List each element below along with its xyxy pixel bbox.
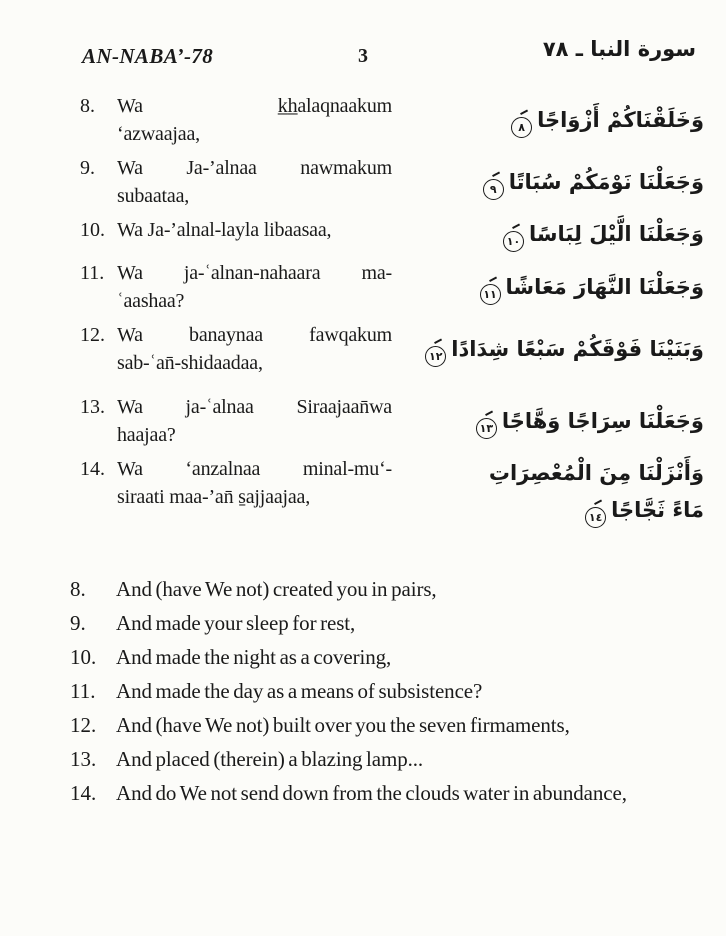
transliteration-line: haajaa? xyxy=(117,424,176,446)
ayah-number-circle: ١٣ xyxy=(476,418,497,439)
verse-transliteration xyxy=(80,92,392,148)
verse-arabic xyxy=(392,259,704,315)
verse-list xyxy=(80,92,704,535)
verse-arabic xyxy=(392,393,704,449)
verse-transliteration xyxy=(80,321,392,377)
ayah-number-circle: ١١ xyxy=(480,284,501,305)
translation-text: And do We not send down from the clouds water in abundance, xyxy=(116,781,627,805)
arabic-line xyxy=(392,164,704,201)
translation-text: And made your sleep for rest, xyxy=(116,611,356,635)
verse-row xyxy=(80,216,704,253)
arabic-text: وَجَعَلْنَا سِرَاجًا وَهَّاجًا xyxy=(501,408,704,433)
arabic-text: وَخَلَقْنَاكُمْ أَزْوَاجًا xyxy=(537,107,704,132)
transliteration-line: Wa ja-ʿalnan-nahaara ma- xyxy=(117,262,392,284)
ayah-number-circle: ٨ xyxy=(511,117,532,138)
surah-title-latin: AN-NABA’-78 xyxy=(82,44,214,68)
transliteration-lines xyxy=(117,393,392,449)
translation-number: 13. xyxy=(70,747,97,771)
verse-arabic xyxy=(392,154,704,210)
translation-row xyxy=(70,640,704,674)
transliteration-line: subaataa, xyxy=(117,185,190,207)
arabic-text: وَجَعَلْنَا النَّهَارَ مَعَاشًا xyxy=(505,274,704,299)
translation-text: And made the night as a covering, xyxy=(116,645,392,669)
arabic-text: وَبَنَيْنَا فَوْقَكُمْ سَبْعًا شِدَادًا xyxy=(451,336,704,361)
transliteration-lines xyxy=(117,321,392,377)
verse-row xyxy=(80,154,704,210)
translation-number: 10. xyxy=(70,645,97,669)
verse-number: 12. xyxy=(80,324,105,346)
translation-list xyxy=(70,572,704,810)
verse-transliteration xyxy=(80,216,392,253)
arabic-line xyxy=(392,455,704,492)
verse-transliteration xyxy=(80,154,392,210)
transliteration-line: Wa Ja-’alnal-layla libaasaa, xyxy=(117,219,332,241)
transliteration-lines xyxy=(117,216,392,253)
verse-transliteration xyxy=(80,455,392,529)
translation-row xyxy=(70,572,704,606)
translation-row xyxy=(70,708,704,742)
verse-transliteration xyxy=(80,393,392,449)
verse-arabic xyxy=(392,321,704,377)
page-number: 3 xyxy=(358,45,368,67)
translation-text: And made the day as a means of subsistence? xyxy=(116,679,483,703)
transliteration-line: ʿaashaa? xyxy=(117,290,185,312)
ayah-number-circle: ٩ xyxy=(483,179,504,200)
transliteration-lines xyxy=(117,92,392,148)
translation-number: 14. xyxy=(70,781,97,805)
verse-transliteration xyxy=(80,259,392,315)
transliteration-line: ‘azwaajaa, xyxy=(117,123,200,145)
transliteration-line: siraati maa-’an̄ s̱ajjaajaa, xyxy=(117,486,311,508)
translation-row xyxy=(70,776,704,810)
ayah-number-circle: ١٤ xyxy=(585,507,606,528)
arabic-line xyxy=(392,331,704,368)
arabic-text: وَأَنْزَلْنَا مِنَ الْمُعْصِرَاتِ xyxy=(488,461,704,485)
translation-row xyxy=(70,606,704,640)
verse-row xyxy=(80,393,704,449)
transliteration-line: Wa k̲h̲alaqnaakum xyxy=(117,95,392,117)
verse-arabic xyxy=(392,92,704,148)
arabic-line xyxy=(392,102,704,139)
transliteration-line: Wa ja-ʿalnaa Siraajaan̄wa xyxy=(117,396,392,418)
verse-number: 9. xyxy=(80,157,95,179)
verse-number: 11. xyxy=(80,262,105,284)
verse-row xyxy=(80,455,704,529)
ayah-number-circle: ١٢ xyxy=(425,346,446,367)
arabic-line xyxy=(392,269,704,306)
translation-number: 11. xyxy=(70,679,96,703)
arabic-text: مَاءً ثَجَّاجًا xyxy=(611,498,704,522)
verse-number: 8. xyxy=(80,95,95,117)
verse-number: 13. xyxy=(80,396,105,418)
translation-number: 8. xyxy=(70,577,86,601)
translation-row xyxy=(70,742,704,776)
arabic-line xyxy=(392,216,704,253)
verse-arabic xyxy=(392,455,704,529)
translation-text: And placed (therein) a blazing lamp... xyxy=(116,747,424,771)
verse-row xyxy=(80,259,704,315)
transliteration-lines xyxy=(117,455,392,529)
transliteration-lines xyxy=(117,154,392,210)
transliteration-line: sab-ʿan̄-shidaadaa, xyxy=(117,352,263,374)
arabic-line xyxy=(392,403,704,440)
surah-title-arabic: سورة النبا ـ ٧٨ xyxy=(542,37,696,61)
verse-row xyxy=(80,92,704,148)
transliteration-line: Wa Ja-’alnaa nawmakum xyxy=(117,157,392,179)
translation-text: And (have We not) built over you the seven firmaments, xyxy=(116,713,570,737)
arabic-text: وَجَعَلْنَا نَوْمَكُمْ سُبَاتًا xyxy=(508,169,704,194)
arabic-line xyxy=(392,492,704,529)
translation-text: And (have We not) created you in pairs, xyxy=(116,577,437,601)
verse-number: 14. xyxy=(80,458,105,480)
arabic-text: وَجَعَلْنَا الَّيْلَ لِبَاسًا xyxy=(529,222,704,246)
translation-row xyxy=(70,674,704,708)
ayah-number-circle: ١٠ xyxy=(503,231,524,252)
verse-arabic xyxy=(392,216,704,253)
transliteration-line: Wa ‘anzalnaa minal-mu‘- xyxy=(117,458,392,480)
transliteration-lines xyxy=(117,259,392,315)
verse-row xyxy=(80,321,704,377)
transliteration-line: Wa banaynaa fawqakum xyxy=(117,324,392,346)
translation-number: 12. xyxy=(70,713,97,737)
verse-number: 10. xyxy=(80,219,105,241)
translation-number: 9. xyxy=(70,611,86,635)
